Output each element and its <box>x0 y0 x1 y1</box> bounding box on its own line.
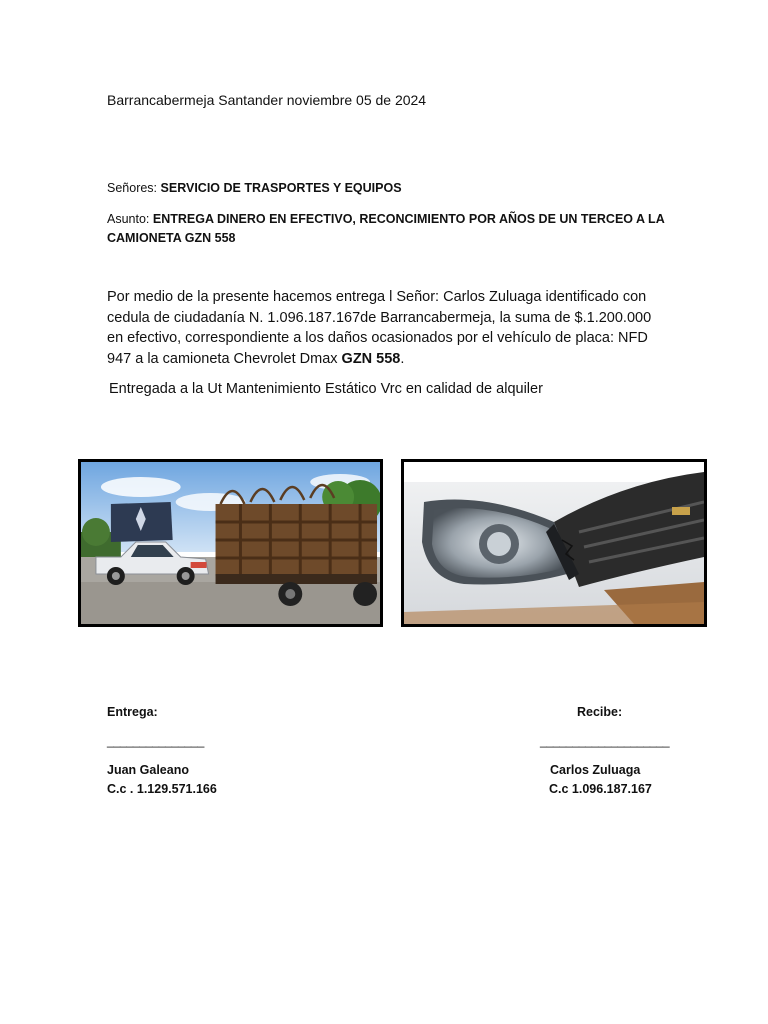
signature-left-name: Juan Galeano <box>107 763 189 777</box>
body-period: . <box>400 350 405 367</box>
addressee-label: Señores: <box>107 181 158 195</box>
photo-headlight-damage <box>401 459 707 627</box>
signature-right-name: Carlos Zuluaga <box>550 763 641 777</box>
signature-right-label: Recibe: <box>577 705 623 719</box>
addressee-value: SERVICIO DE TRASPORTES Y EQUIPOS <box>160 181 402 195</box>
signature-right-id: C.c 1.096.187.167 <box>549 782 652 796</box>
signature-left-id: C.c . 1.129.571.166 <box>107 782 217 796</box>
body-paragraph <box>107 287 667 369</box>
photo-vehicles <box>78 459 383 627</box>
subject-value: ENTREGA DINERO EN EFECTIVO, RECONCIMIENTO POR AÑOS DE UN TERCEO A LA CAMIONETA GZN 558 <box>107 212 665 245</box>
subject-line <box>107 210 667 248</box>
signature-right-line: ____________________ <box>540 734 670 748</box>
addressee-line <box>107 181 402 195</box>
document-date: Barrancabermeja Santander noviembre 05 de 2024 <box>107 92 427 108</box>
body-plate: GZN 558 <box>341 350 401 367</box>
body-text: Por medio de la presente hacemos entrega l Señor: Carlos Zuluaga identificado con cedula de ciudadanía N. 1.096.187.167de Barrancabermeja, la suma de $.1.200.000 en efectivo, correspondiente a los daños ocasionados por el vehículo de placa: NFD 947 a la camioneta Chevrolet Dmax <box>107 289 652 367</box>
delivery-note: Entregada a la Ut Mantenimiento Estático Vrc en calidad de alquiler <box>109 381 543 397</box>
signature-left-label: Entrega: <box>107 705 158 719</box>
headlight-illustration <box>404 462 704 624</box>
signature-left-line: _______________ <box>107 734 204 748</box>
vehicles-illustration <box>81 462 380 624</box>
subject-label: Asunto: <box>107 212 150 226</box>
